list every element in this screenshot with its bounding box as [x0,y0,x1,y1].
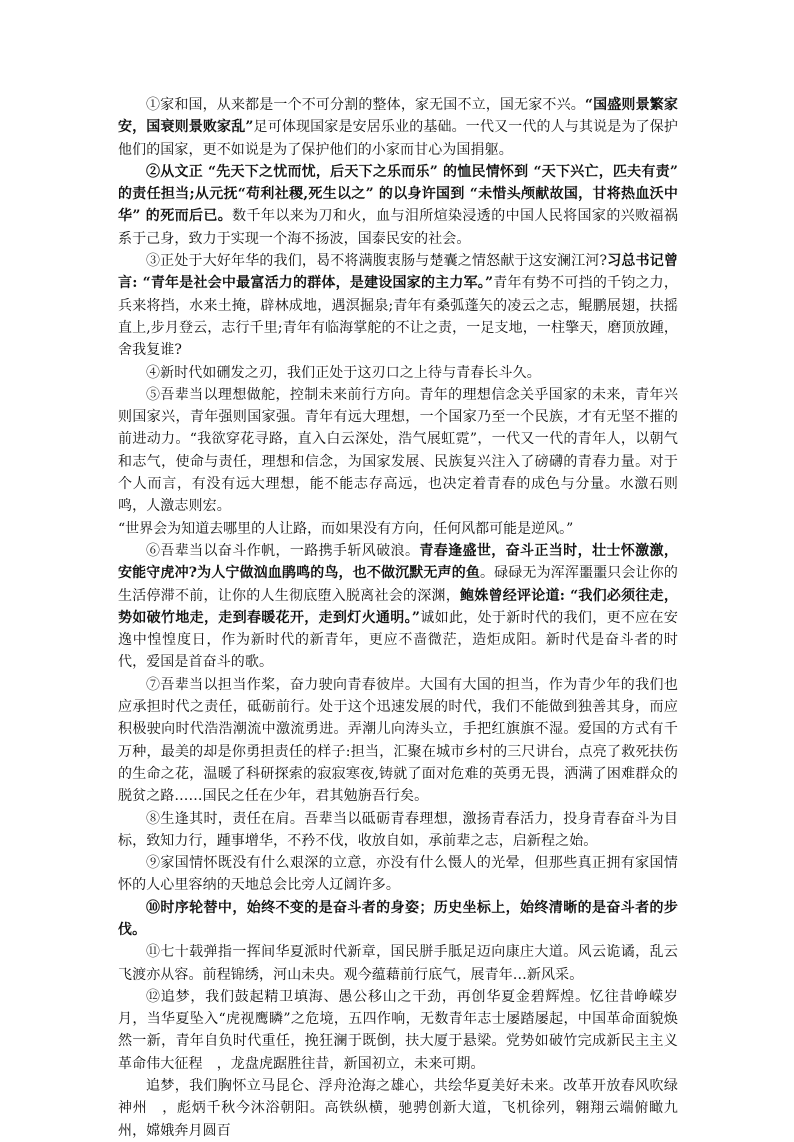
bold-segment: ②从文正 “先天下之忧而忧，后天下之乐而乐” 的恤民情怀到 “天下兴亡，匹夫有责” 的责任担当;从元抚“苟利社稷,死生以之” 的以身许国到 “未惜头颅献故国，甘将热血沃中华” 的死而后已。 [118,163,678,225]
paragraph-4 [118,362,678,384]
paragraph-5-quote [118,518,678,540]
paragraph-11 [118,941,678,986]
bold-segment: 青春逢盛世，奋斗正当时，壮士怀激激，安能守虎冲?为人宁做汹血鹃鸣的鸟，也不做沉默无声的鱼 [118,542,678,582]
text-segment: 追梦，我们胸怀立马昆仑、浮舟沧海之雄心，共绘华夏美好未来。改革开放春风吹绿神州 ，彪炳千秋今沐浴朝阳。高铁纵横，驰骋创新大道，飞机徐列，翱翔云端俯瞰九州，嫦娥奔月圆百 [118,1078,678,1139]
paragraph-1 [118,94,678,161]
text-segment: 数千年以来为刀和火，血与泪所煊染浸透的中国人民将国家的兴败福祸系于己身，致力于实现一个海不扬波，国泰民安的社会。 [118,208,678,247]
paragraph-9 [118,852,678,897]
text-segment: ④新时代如硎发之刃，我们正处于这刃口之上待与青春长斗久。 [146,364,541,381]
text-segment: ⑥吾辈当以奋斗作帆，一路携手斩风破浪。 [146,542,420,559]
text-segment: 青年有势不可挡的千钧之力，兵来将挡，水来土掩，辟林成地，遇溟掘泉;青年有桑弧蓬矢的凌云之志，鲲鹏展翅，扶摇直上,步月登云，志行千里;青年有临海掌舵的不让之责，一足支地，一柱擎天，磨顶放踵，舍我复谁? [118,275,678,359]
bold-segment: ⑩时序轮替中，始终不变的是奋斗者的身姿；历史坐标上，始终清晰的是奋斗者的步伐。 [118,899,678,938]
text-segment: 。碌碌无为浑浑噩噩只会让你的生活停滞不前，让你的人生彻底堕入脱离社会的深渊， [118,565,678,604]
text-segment: ⑫追梦，我们鼓起精卫填海、愚公移山之干劲，再创华夏金碧辉煌。忆往昔峥嵘岁月，当华夏坠入“虎视鹰瞵”之危境，五四作响，无数青年志士屡踏屡起，中国革命面貌焕然一新，青年自负时代重任，挽狂澜于既倒，扶大厦于悬梁。党势如破竹完成新民主主义革命伟大征程 ，龙盘虎踞胜往昔，新国初立，未来可期。 [118,988,678,1072]
text-segment: 足可体现国家是安居乐业的基础。一代又一代的人与其说是为了保护他们的国家，更不如说是为了保护他们的小家而甘心为国捐躯。 [118,119,678,158]
text-segment: ①家和国，从来都是一个不可分割的整体，家无国不立，国无家不兴。 [146,97,585,113]
paragraph-8 [118,808,678,853]
paragraph-7 [118,674,678,808]
quote-text: “世界会为知道去哪里的人让路，而如果没有方向，任何风都可能是逆风。” [118,520,574,537]
text-segment: ⑧生逢其时，责任在肩。吾辈当以砥砺青春理想，激扬青春活力，投身青春奋斗为目标，致知力行，踵事增华，不矜不伐，收放自如，承前辈之志，启新程之始。 [118,810,678,849]
text-segment: 诚如此，处于新时代的我们，更不应在安逸中惶惶度日，作为新时代的新青年，更应不啬微茫，造炬成阳。新时代是奋斗者的时代，爱国是首奋斗的歌。 [118,609,678,671]
paragraph-13 [118,1075,678,1142]
text-segment: ⑤吾辈当以理想做舵，控制未来前行方向。青年的理想信念关乎国家的未来，青年兴则国家兴，青年强则国家强。青年有远大理想，一个国家乃至一个民族，才有无坚不摧的前进动力。“我欲穿花寻路，直入白云深处，浩气展虹霓”，一代又一代的青年人，以朝气和志气，使命与责任，理想和信念，为国家发展、民族复兴注入了磅礴的青春力量。对于个人而言，有没有远大理想，能不能志存高远，也决定着青春的成色与分量。水激石则鸣，人激志则宏。 [118,386,678,515]
paragraph-3 [118,250,678,361]
paragraph-2 [118,161,678,250]
text-segment: ③正处于大好年华的我们，曷不将满腹衷肠与楚囊之情怒献于这安澜江河? [146,253,608,270]
bold-segment: 鲍姝曾经评论道: “我们必须往走，势如破竹地走，走到春暖花开，走到灯火通明。” [118,587,678,626]
bold-segment: 习总书记曾言: “青年是社会中最富活力的群体，是建设国家的主力军。” [118,253,679,292]
paragraph-5 [118,384,678,518]
paragraph-6 [118,540,678,674]
essay-page [118,94,678,1142]
bold-segment: “国盛则景繁家安，国衰则景败家乱” [118,97,678,136]
paragraph-12 [118,986,678,1075]
text-segment: ⑨家国情怀既没有什么艰深的立意，亦没有什么慑人的光晕，但那些真正拥有家国情怀的人心里容纳的天地总会比旁人辽阔许多。 [118,855,678,894]
text-segment: ⑦吾辈当以担当作桨，奋力驶向青春彼岸。大国有大国的担当，作为青少年的我们也应承担时代之责任，砥砺前行。处于这个迅速发展的时代，我们不能做到独善其身，而应积极驶向时代浩浩潮流中激流勇进。弄潮儿向涛头立，手把红旗旗不湿。爱国的方式有千万种，最美的却是你勇担责任的样子:担当，汇聚在城市乡村的三尺讲台，点亮了救死扶伤的生命之花，温暖了科研探索的寂寂寒夜,铸就了面对危难的英勇无畏，洒满了困难群众的脱贫之路……国民之任在少年，君其勉旃吾行矣。 [118,676,678,805]
text-segment: ⑪七十载弹指一挥间华夏派时代新章，国民胼手胝足迈向康庄大道。风云诡谲，乱云飞渡亦从容。前程锦绣，河山未央。观今蕴藉前行底气，展青年…新风采。 [118,944,678,983]
paragraph-10 [118,897,678,942]
